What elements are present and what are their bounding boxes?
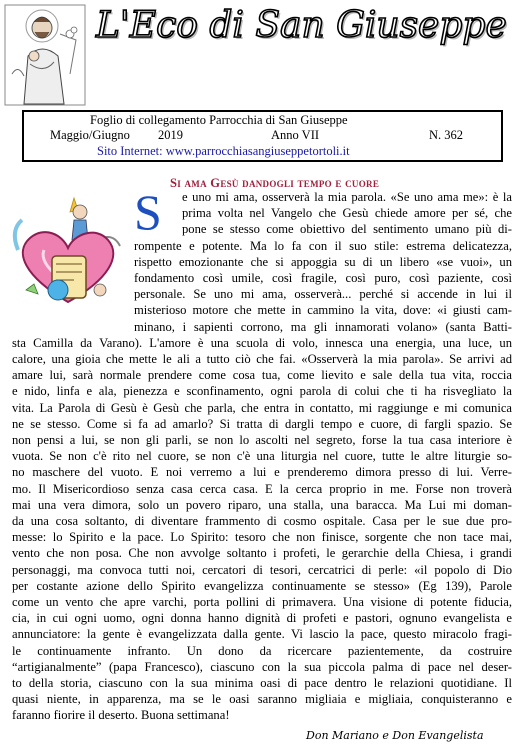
article-line: “artigianalmente” (papa Francesco), ciascuno con la sua piccola palma di pace nel deser- [12,659,512,674]
issue-date: Maggio/Giugno [50,128,130,142]
article-line: personaggi, ma convoca tutti noi, cercatori di tesori, cercatrici di perle: «il popolo di Dio [12,562,512,577]
article-line: minano, i sapienti corrono, ma gli innamorati volano» (santa Batti- [134,319,512,334]
article-line: annunciatore: la gente è evangelizzata dalla gente. Vi lascio la pace, questo miracolo fragi- [12,627,512,642]
article-line: mai una vera dimora, solo un povero riparo, una stalla, una baracca. Ma Lui mi doman- [12,497,512,512]
article-line: to della storia, ciascuno con la sua minima oasi di pace dentro le relazioni quotidiane. Il [12,676,512,690]
newsletter-subtitle: Foglio di collegamento Parrocchia di San Giuseppe [90,113,348,127]
article-line: mo. Il Misericordioso senza casa cerca casa. E la cerca proprio in me. Forse non troverà [12,481,512,496]
article-line: amare lui, sarà normale prendere come cosa tua, come lievito e sale della tua vita, roccia [12,368,512,383]
issue-volume: Anno VII [271,128,320,142]
article-line: personale. Se uno mi ama, osserverà... perché si accende in lui il [134,287,512,302]
article-line: e uno mi ama, osserverà la mia parola. «Se uno ama me»: è la [182,190,512,204]
article-line: sta Camilla da Varano). L'amore è una scuola di volo, innesca una energia, una luce, un [12,335,512,350]
article-line: quasi niente, in apparenza, ma se le oasi saranno migliaia e migliaia, conquisteranno e [12,692,512,707]
article-line: le continuamente infranto. Un dono da ricercare pazientemente, da costruire [12,643,512,658]
info-box [22,110,503,162]
article-line: messe: lo Spirito e la pace. Lo Spirito: tesoro che non finisce, sorgente che non tace mai, [12,530,512,545]
article-headline: Si ama Gesù dandogli tempo e cuore [170,176,380,190]
article-line: vita. La Parola di Gesù è Gesù che parla, che entra in contatto, mi raggiunge e mi comunica [12,400,512,415]
article-line: faranno fiorire il deserto. Buona settimana! [12,708,230,723]
article-line: cia, in cui ogni uomo, ogni donna hanno dignità di profeti e pastori, ognuno evangelista e [12,611,512,626]
article-line: come un vento che apre varchi, porta pollini di primavera. Una visione di potente fiducia, [12,595,512,609]
article-line: vento che non posa. Che non avvolge soltanto i profeti, le gerarchie della Chiesa, i grandi [12,546,512,561]
article-line: misterioso motore che mette in cammino la vita, dove: «i giusti cam- [134,303,512,318]
article-line: da una cosa soltanto, di diventare frammento di cosmo ospitale. Casa per le sue due pro- [12,514,512,528]
article-line: fondamento così umile, così fragile, così puro, così paziente, così [134,271,512,285]
article-line: vuota. Se non c'è rito nel cuore, se non c'è una liturgia nel cuore, tutte le altre liturgie so- [12,449,512,464]
article-line: e nido, linfa e ala, pienezza e sconfinamento, ogni parola di colui che ti ha risvegliato la [12,384,512,399]
article-line: rompente e potente. Ma lo fa con il suo stile: estrema delicatezza, [134,238,512,253]
article-line: pone se stesso come obiettivo del sentimento umano più di- [182,222,512,237]
drop-cap-letter: S [134,184,162,240]
article-line: no maschere del vuoto. E noi verremo a lui e prenderemo dimora presso di lui. Verre- [12,465,512,480]
newsletter-title: L'Eco di San Giuseppe [96,5,507,46]
issue-year: 2019 [158,128,183,142]
article-line: non pensi a lui, se non gli parli, se non lo ascolti nel segreto, forse la tua casa interiore è [12,433,512,447]
saint-joseph-illustration [4,4,86,106]
issue-number: N. 362 [429,128,464,142]
article-line: prima volta nel Vangelo che Gesù chiede amore per sé, che [182,206,512,221]
article-line: per costante azione dello Spirito evangelizza continuamente se stesso» (Eg 139), Parole [12,578,512,593]
website-link[interactable]: Sito Internet: www.parrocchiasangiuseppetortoli.it [97,144,350,158]
article-signature: Don Mariano e Don Evangelista [306,729,484,742]
article-line: rispetto emozionante che si appoggia su di un libero «se vuoi», un [134,254,512,269]
article-line: calore, una gioia che mette le ali a tutto ciò che fai. «Osserverà la mia parola». Se arrivi ad [12,352,512,366]
sacred-heart-illustration [4,190,132,318]
article-line: ne se stesso. Come si fa ad amarlo? Si tratta di dargli tempo e cuore, di fargli spazio. Se [12,416,512,431]
